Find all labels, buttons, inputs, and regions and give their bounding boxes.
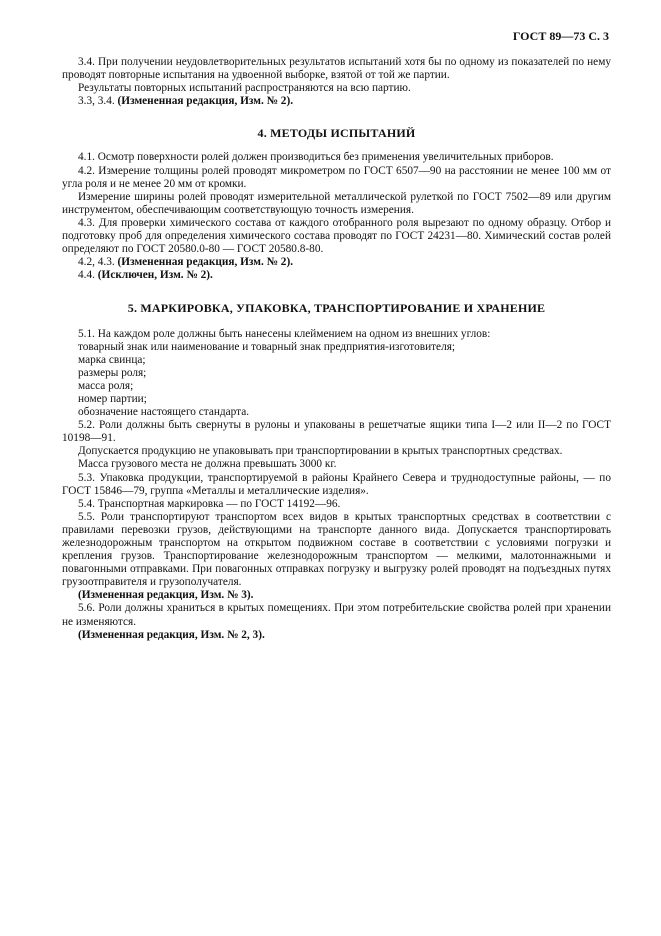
paragraph-4-2-continued: Измерение ширины ролей проводят измерительной металлической рулеткой по ГОСТ 7502—89 или другим инструментом, обеспечивающим соответствующую точность измерения. bbox=[62, 190, 611, 216]
paragraph-3-4: 3.4. При получении неудовлетворительных результатов испытаний хотя бы по одному из показателей по нему проводят повторные испытания на удвоенной выборке, взятой от той же партии. bbox=[62, 56, 611, 82]
paragraph-5-4: 5.4. Транспортная маркировка — по ГОСТ 14192—96. bbox=[78, 497, 341, 510]
paragraph-4-3: 4.3. Для проверки химического состава от каждого отобранного роля вырезают по одному образцу. Отбор и подготовку проб для определения химического состава проводят по ГОСТ 24231—80. Химический состав ролей определяют по ГОСТ 20580.0-80 — ГОСТ 20580.8-80. bbox=[62, 216, 611, 256]
section-5-title: 5. МАРКИРОВКА, УПАКОВКА, ТРАНСПОРТИРОВАНИЕ И ХРАНЕНИЕ bbox=[127, 301, 546, 316]
paragraph-4-2: 4.2. Измерение толщины ролей проводят микрометром по ГОСТ 6507—90 на расстоянии не менее 100 мм от угла роля и не менее 20 мм от кромки. bbox=[62, 164, 611, 190]
paragraph-5-3: 5.3. Упаковка продукции, транспортируемой в районы Крайнего Севера и труднодоступные районы, — по ГОСТ 15846—79, группа «Металлы и металлические изделия». bbox=[62, 471, 611, 497]
section-4-title: 4. МЕТОДЫ ИСПЫТАНИЙ bbox=[257, 126, 416, 141]
amendment-note-4-4 bbox=[62, 269, 611, 282]
page-header: ГОСТ 89—73 С. 3 bbox=[512, 29, 609, 43]
paragraph-5-2-continued: Допускается продукцию не упаковывать при транспортировании в крытых транспортных средствах. bbox=[78, 445, 563, 458]
amendment-text-4-2: (Измененная редакция, Изм. № 2). bbox=[117, 256, 294, 269]
list-item: размеры роля; bbox=[78, 366, 147, 379]
amendment-text-3: (Измененная редакция, Изм. № 2). bbox=[117, 95, 294, 108]
document-body bbox=[62, 56, 611, 642]
amendment-ref-4-4: 4.4. bbox=[78, 269, 95, 282]
amendment-ref-3: 3.3, 3.4. bbox=[78, 95, 115, 108]
list-item: номер партии; bbox=[78, 392, 147, 405]
list-item: товарный знак или наименование и товарный знак предприятия-изготовителя; bbox=[78, 340, 456, 353]
amendment-note-4-2 bbox=[62, 256, 611, 269]
amendment-note-3 bbox=[62, 95, 611, 108]
paragraph-5-1: 5.1. На каждом роле должны быть нанесены клеймением на одном из внешних углов: bbox=[78, 327, 491, 340]
paragraph-3-4-continued: Результаты повторных испытаний распространяются на всю партию. bbox=[78, 82, 411, 95]
amendment-note-5-5: (Измененная редакция, Изм. № 3). bbox=[78, 589, 254, 602]
list-item: масса роля; bbox=[78, 379, 134, 392]
paragraph-5-2-mass: Масса грузового места не должна превышать 3000 кг. bbox=[78, 458, 337, 471]
amendment-note-5-6: (Измененная редакция, Изм. № 2, 3). bbox=[78, 628, 265, 641]
paragraph-5-6: 5.6. Роли должны храниться в крытых помещениях. При этом потребительские свойства ролей при хранении не изменяются. bbox=[62, 602, 611, 628]
amendment-ref-4-2: 4.2, 4.3. bbox=[78, 256, 115, 269]
amendment-text-4-4: (Исключен, Изм. № 2). bbox=[97, 269, 213, 282]
list-item: марка свинца; bbox=[78, 353, 146, 366]
paragraph-4-1: 4.1. Осмотр поверхности ролей должен производиться без применения увеличительных приборов. bbox=[78, 151, 554, 164]
paragraph-5-5: 5.5. Роли транспортируют транспортом всех видов в крытых транспортных средствах в соответствии с правилами перевозки грузов, действующими на транспорте данного вида. Допускается транспортировать железнодорожным транспортом на открытом подвижном составе в соответствии с условиями погрузки и крепления грузов. Транспортирование железнодорожным транспортом — мелкими, малотоннажными и повагонными отправками. При повагонных отправках погрузку и выгрузку ролей проводят на подъездных путях грузоотправителя и грузополучателя. bbox=[62, 510, 611, 589]
list-item: обозначение настоящего стандарта. bbox=[78, 406, 250, 419]
paragraph-5-2: 5.2. Роли должны быть свернуты в рулоны и упакованы в решетчатые ящики типа I—2 или II—2 по ГОСТ 10198—91. bbox=[62, 419, 611, 445]
